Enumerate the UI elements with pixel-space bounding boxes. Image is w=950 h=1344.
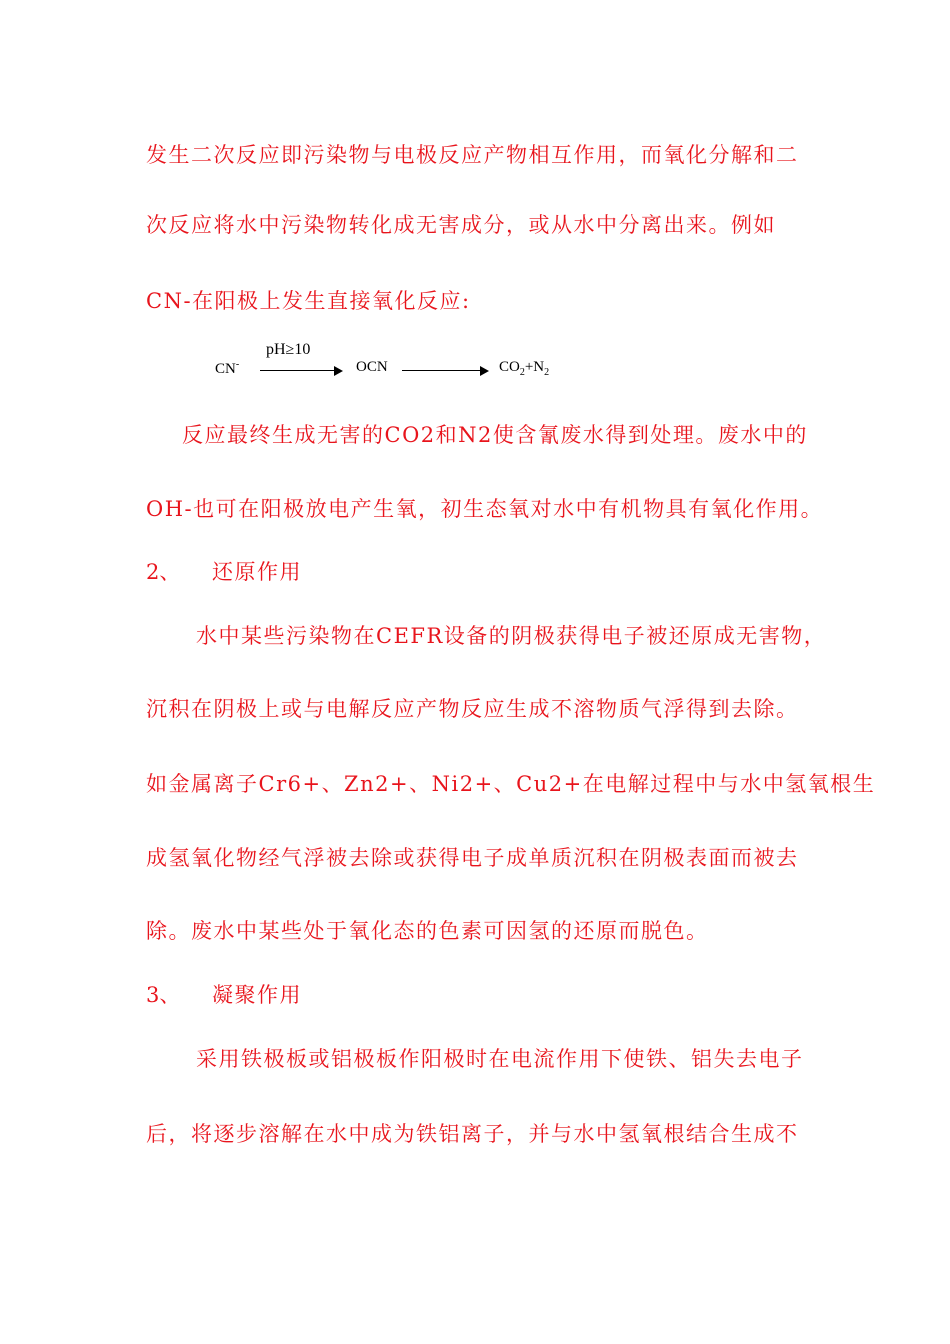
- paragraph-line: 水中某些污染物在CEFR设备的阴极获得电子被还原成无害物，: [196, 624, 827, 648]
- equation-condition: pH≥10: [266, 341, 311, 358]
- paragraph-line: 成氢氧化物经气浮被去除或获得电子成单质沉积在阴极表面而被去: [146, 846, 799, 870]
- paragraph-line: OH-也可在阳极放电产生氧，初生态氧对水中有机物具有氧化作用。: [146, 497, 824, 521]
- section-number: 2、: [146, 560, 181, 584]
- equation-reactant: CN-: [215, 359, 240, 377]
- paragraph-line: 发生二次反应即污染物与电极反应产物相互作用，而氧化分解和二: [146, 143, 799, 167]
- paragraph-line: 采用铁极板或铝极板作阳极时在电流作用下使铁、铝失去电子: [196, 1047, 804, 1071]
- paragraph-line: 反应最终生成无害的CO2和N2使含氰废水得到处理。废水中的: [182, 423, 808, 447]
- paragraph-line: 后，将逐步溶解在水中成为铁铝离子，并与水中氢氧根结合生成不: [146, 1122, 799, 1146]
- paragraph-line: 沉积在阴极上或与电解反应产物反应生成不溶物质气浮得到去除。: [146, 697, 799, 721]
- arrow-2: [402, 366, 488, 376]
- section-title: 还原作用: [212, 560, 302, 584]
- paragraph-line: 如金属离子Cr6+、Zn2+、Ni2+、Cu2+在电解过程中与水中氢氧根生: [146, 772, 876, 796]
- equation-product: $CO_2+N_2$: [499, 359, 550, 378]
- equation-intermediate: OCN: [356, 359, 388, 375]
- paragraph-line: 次反应将水中污染物转化成无害成分，或从水中分离出来。例如: [146, 213, 776, 237]
- arrow-1: [260, 366, 342, 376]
- section-title: 凝聚作用: [212, 983, 302, 1007]
- paragraph-line: 除。废水中某些处于氧化态的色素可因氢的还原而脱色。: [146, 919, 709, 943]
- paragraph-line: CN-在阳极上发生直接氧化反应:: [146, 289, 471, 313]
- section-number: 3、: [146, 983, 181, 1007]
